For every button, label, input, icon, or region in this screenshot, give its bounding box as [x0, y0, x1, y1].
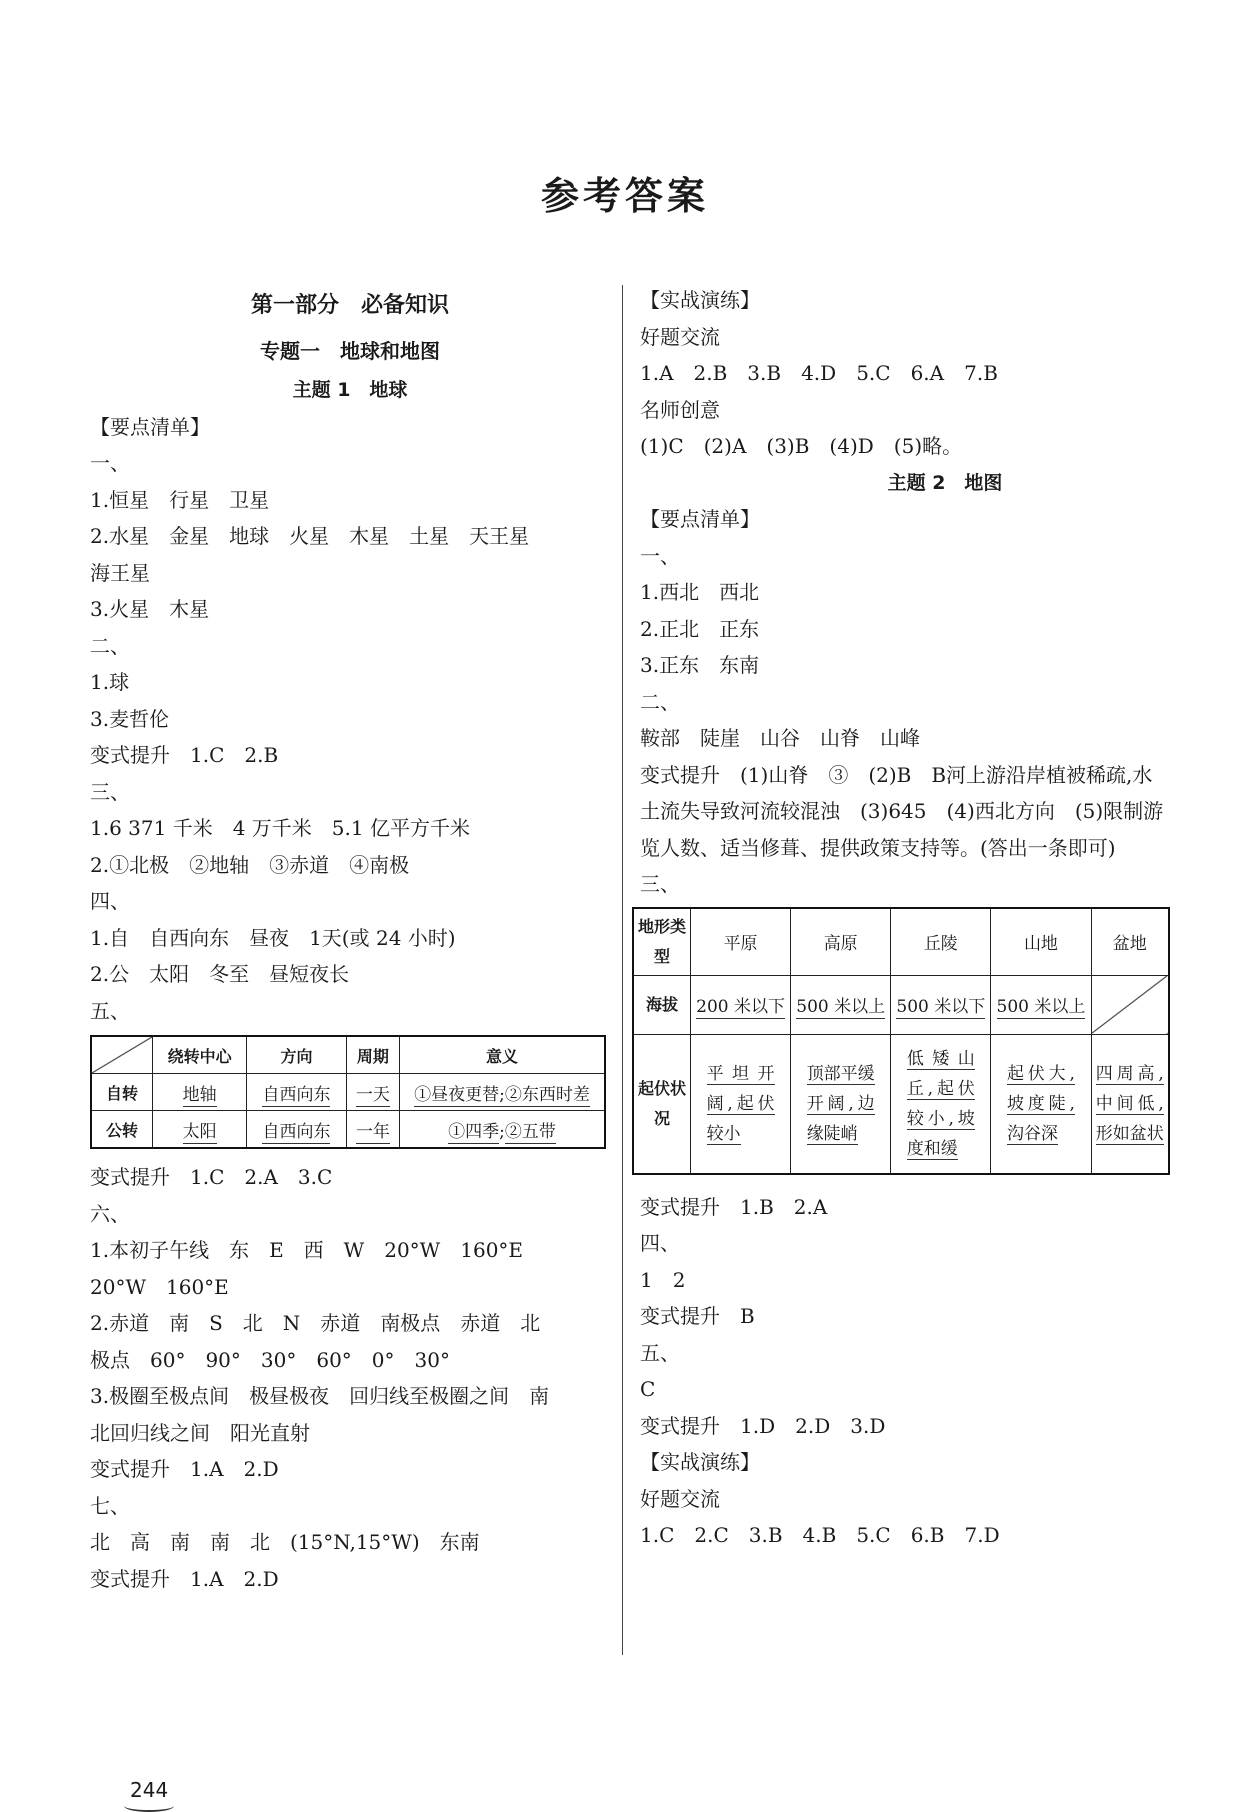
- answer-line: 六、: [90, 1201, 130, 1226]
- answer-line: 变式提升 1.C 2.B: [90, 743, 279, 767]
- answer-line: 二、: [640, 689, 680, 714]
- table-cell: ①昼夜更替;②东西时差: [414, 1084, 590, 1105]
- section-label: 【实战演练】: [640, 1450, 760, 1474]
- answer-line: C: [640, 1377, 656, 1401]
- answer-paragraph: 变式提升 (1)山脊 ③ (2)B B河上游沿岸植被稀疏,水土流失导致河流较混浊 (3)645 (4)西北方向 (5)限制游览人数、适当修葺、提供政策支持等。(答出一条即可): [640, 762, 1164, 860]
- answer-line: 名师创意: [640, 397, 720, 422]
- left-column: [90, 282, 610, 1597]
- answer-line: 三、: [90, 779, 130, 804]
- section-label: 【要点清单】: [90, 414, 210, 439]
- rotation-revolution-table: [90, 1035, 606, 1149]
- table-cell: 四周高,中间低,形如盆状: [1095, 1063, 1164, 1144]
- table-header: 平原: [691, 908, 791, 976]
- table-cell-sep: ;: [499, 1121, 505, 1142]
- section-label: 【要点清单】: [640, 507, 760, 531]
- answer-line: 五、: [90, 998, 130, 1023]
- answer-line: 2.正北 正东: [640, 616, 760, 641]
- column-divider: [622, 285, 623, 1655]
- answer-line: 变式提升 1.A 2.D: [90, 1566, 279, 1591]
- table-header: 丘陵: [891, 908, 991, 976]
- table-cell: 顶部平缓开阔,边缘陡峭: [806, 1063, 875, 1144]
- answer-line: 变式提升 1.C 2.A 3.C: [90, 1165, 333, 1189]
- table-cell: 200 米以下: [696, 997, 785, 1017]
- answer-line: 2.公 太阳 冬至 昼短夜长: [90, 962, 350, 986]
- answer-line: 变式提升 1.B 2.A: [640, 1194, 828, 1219]
- theme-title: 主题 2 地图: [887, 471, 1003, 494]
- answer-line: 2.水星 金星 地球 火星 木星 土星 天王星: [90, 524, 530, 548]
- answer-line: 海王星: [90, 560, 150, 585]
- table-cell: 一天: [355, 1084, 390, 1105]
- table-cell: 500 米以上: [796, 997, 886, 1017]
- answer-line: 变式提升 B: [640, 1304, 755, 1328]
- landform-table: [632, 907, 1170, 1175]
- table-corner: [91, 1036, 153, 1074]
- answer-line: 3.极圈至极点间 极昼极夜 回归线至极圈之间 南: [90, 1384, 550, 1408]
- answer-line: 一、: [640, 543, 680, 568]
- answer-line: 1.自 自西向东 昼夜 1天(或 24 小时): [90, 925, 456, 950]
- answer-line: 五、: [640, 1340, 680, 1365]
- answer-line: 1.本初子午线 东 E 西 W 20°W 160°E: [90, 1238, 524, 1262]
- answer-line: 四、: [90, 889, 130, 913]
- table-cell: 太阳: [182, 1121, 217, 1142]
- answer-line: 3.麦哲伦: [90, 706, 170, 731]
- answer-line: 2.赤道 南 S 北 N 赤道 南极点 赤道 北: [90, 1311, 541, 1335]
- theme-title: 主题 1 地球: [292, 379, 408, 401]
- answer-line: 变式提升 1.A 2.D: [90, 1457, 279, 1481]
- table-cell: 起伏大,坡度陡,沟谷深: [1006, 1063, 1075, 1144]
- row-label: 地形类型: [633, 908, 691, 976]
- answer-line: 3.火星 木星: [90, 597, 210, 621]
- answer-line: 3.正东 东南: [640, 653, 760, 677]
- row-label: 起伏状况: [633, 1034, 691, 1174]
- row-label: 自转: [91, 1074, 153, 1111]
- answer-line: 三、: [640, 872, 680, 896]
- table-cell: 地轴: [182, 1084, 217, 1105]
- table-header: 方向: [247, 1036, 347, 1074]
- answer-line: 北 高 南 南 北 (15°N,15°W) 东南: [90, 1530, 480, 1554]
- answer-line: 一、: [90, 451, 130, 475]
- answer-line: 变式提升 1.D 2.D 3.D: [640, 1413, 886, 1438]
- table-empty-cell: [1091, 975, 1169, 1034]
- page-number: 244: [130, 1778, 169, 1802]
- answer-line: 1.A 2.B 3.B 4.D 5.C 6.A 7.B: [640, 361, 998, 385]
- table-cell: 自西向东: [262, 1121, 331, 1142]
- table-header: 盆地: [1091, 908, 1169, 976]
- answer-line: 2.①北极 ②地轴 ③赤道 ④南极: [90, 852, 410, 877]
- answer-line: 1.球: [90, 670, 130, 694]
- section-label: 【实战演练】: [640, 288, 760, 312]
- table-cell: 500 米以下: [896, 997, 986, 1017]
- answer-line: 1.西北 西北: [640, 580, 760, 604]
- table-header: 意义: [400, 1036, 606, 1074]
- answer-line: 北回归线之间 阳光直射: [90, 1420, 310, 1445]
- answer-line: 极点 60° 90° 30° 60° 0° 30°: [90, 1347, 450, 1372]
- answer-line: 1.恒星 行星 卫星: [90, 487, 270, 512]
- answer-line: 七、: [90, 1493, 130, 1518]
- topic-title: 专题一 地球和地图: [260, 339, 440, 363]
- table-cell: 500 米以上: [996, 997, 1086, 1017]
- answer-line: 二、: [90, 633, 130, 658]
- row-label: 海拔: [633, 975, 691, 1034]
- answer-line: 好题交流: [640, 324, 720, 349]
- page-number-arc: [124, 1800, 174, 1812]
- answer-line: 20°W 160°E: [90, 1274, 229, 1299]
- table-header: 高原: [791, 908, 891, 976]
- table-cell: 低矮山丘,起伏较小,坡度和缓: [906, 1048, 975, 1159]
- table-header: 山地: [991, 908, 1091, 976]
- page-title: 参考答案: [540, 174, 709, 218]
- table-cell: ①四季: [448, 1121, 500, 1142]
- answer-line: 1.6 371 千米 4 万千米 5.1 亿平方千米: [90, 816, 470, 840]
- answer-line: 四、: [640, 1231, 680, 1255]
- table-cell: ②五带: [504, 1121, 556, 1142]
- answer-line: 1.C 2.C 3.B 4.B 5.C 6.B 7.D: [640, 1523, 1000, 1547]
- right-column: [637, 282, 1170, 1554]
- part-title: 第一部分 必备知识: [250, 293, 449, 318]
- answer-line: 好题交流: [640, 1486, 720, 1511]
- row-label: 公转: [91, 1111, 153, 1149]
- table-header: 周期: [346, 1036, 399, 1074]
- answer-line: 鞍部 陡崖 山谷 山脊 山峰: [640, 726, 920, 750]
- table-cell: 平坦开阔,起伏较小: [706, 1063, 775, 1144]
- table-cell: 一年: [355, 1121, 390, 1142]
- answer-line: 1 2: [640, 1267, 686, 1292]
- answer-line: (1)C (2)A (3)B (4)D (5)略。: [640, 434, 963, 458]
- table-header: 绕转中心: [153, 1036, 247, 1074]
- table-cell: 自西向东: [262, 1084, 331, 1105]
